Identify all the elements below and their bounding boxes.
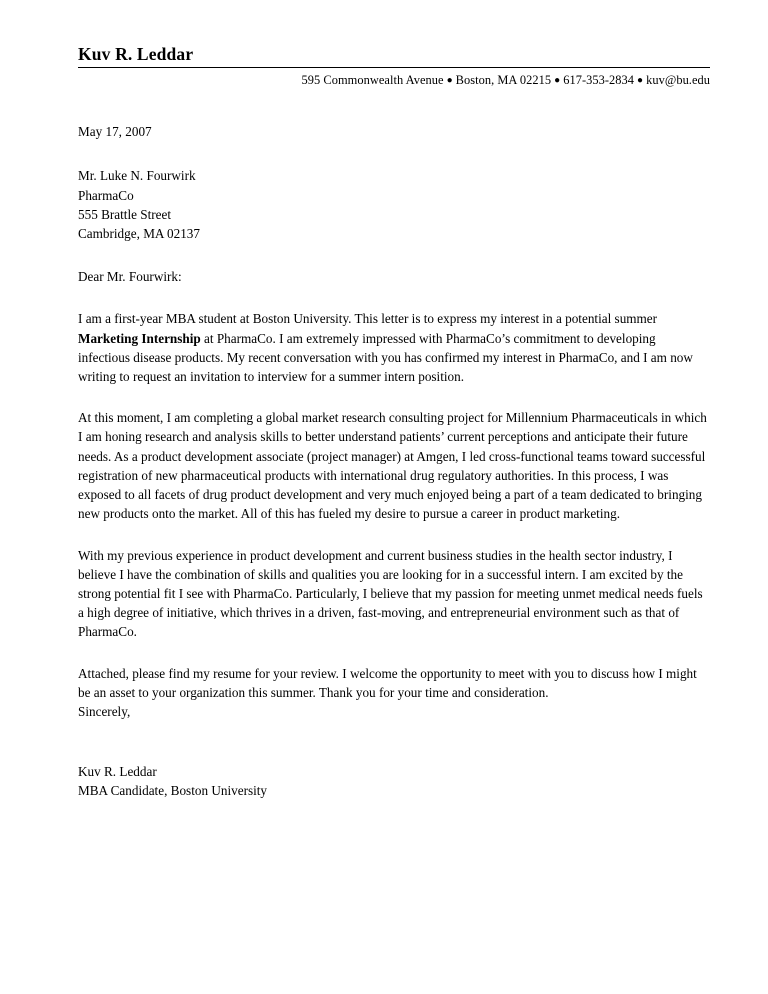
marketing-internship-emphasis: Marketing Internship [78, 330, 201, 346]
recipient-name: Mr. Luke N. Fourwirk [78, 168, 196, 184]
paragraph-1-text-a: I am a first-year MBA student at Boston University. This letter is to express my interest in a potential summer [78, 311, 658, 327]
bullet-separator-icon: ● [637, 75, 644, 87]
closing-salutation: Sincerely, [78, 703, 131, 719]
contact-email: kuv@bu.edu [646, 73, 710, 88]
paragraph-4: Attached, please find my resume for your review. I welcome the opportunity to meet with you to discuss how I might be an asset to your organization this summer. Thank you for your time and consideration. [78, 665, 697, 700]
paragraph-3: With my previous experience in product development and current business studies in the health sector industry, I believe I have the combination of skills and qualities you are looking for in a successful intern. I am excited by the strong potential fit I see with PharmaCo. Particularly, I believe that my passion for meeting unmet medical needs fuels a high degree of initiative, which thrives in a driven, fast-moving, and entrepreneurial environment such as that of PharmaCo. [78, 547, 703, 640]
bullet-separator-icon: ● [554, 75, 561, 87]
bullet-separator-icon: ● [446, 75, 453, 87]
letterhead-name: Kuv R. Leddar [78, 44, 194, 64]
paragraph-2: At this moment, I am completing a global market research consulting project for Millennium Pharmaceuticals in which I am honing research and analysis skills to better understand patients’ current perceptions and anticipate their future needs. As a product development associate (project manager) at Amgen, I led cross-functional teams toward successful registration of new pharmaceutical products with international drug regulatory authorities. In this process, I was exposed to all facets of drug product development and very much enjoyed being a part of a team dedicated to bringing new products onto the market. All of this has fueled my desire to pursue a career in product marketing. [78, 410, 707, 522]
paragraph-1 [78, 309, 710, 386]
letterhead-contact-line [78, 72, 710, 88]
letterhead [78, 44, 710, 88]
signature-name: Kuv R. Leddar [78, 764, 157, 780]
recipient-city-state-zip: Cambridge, MA 02137 [78, 226, 200, 242]
recipient-address-block [78, 166, 710, 243]
cover-letter-body [78, 44, 710, 801]
recipient-company: PharmaCo [78, 187, 134, 203]
contact-street: 595 Commonwealth Avenue [301, 73, 444, 88]
salutation: Dear Mr. Fourwirk: [78, 269, 182, 285]
letter-content [78, 122, 710, 800]
letter-date: May 17, 2007 [78, 124, 152, 140]
recipient-street: 555 Brattle Street [78, 206, 172, 222]
signature-title: MBA Candidate, Boston University [78, 783, 268, 799]
contact-phone: 617-353-2834 [563, 73, 635, 88]
letterhead-divider [78, 67, 710, 68]
paragraph-1-text-b: at PharmaCo. I am extremely impressed with PharmaCo’s commitment to developing infectious disease products. My recent conversation with you has confirmed my interest in PharmaCo, and I am now writing to request an invitation to interview for a summer intern position. [78, 330, 693, 385]
contact-city-state-zip: Boston, MA 02215 [455, 73, 552, 88]
signature-block [78, 762, 710, 800]
